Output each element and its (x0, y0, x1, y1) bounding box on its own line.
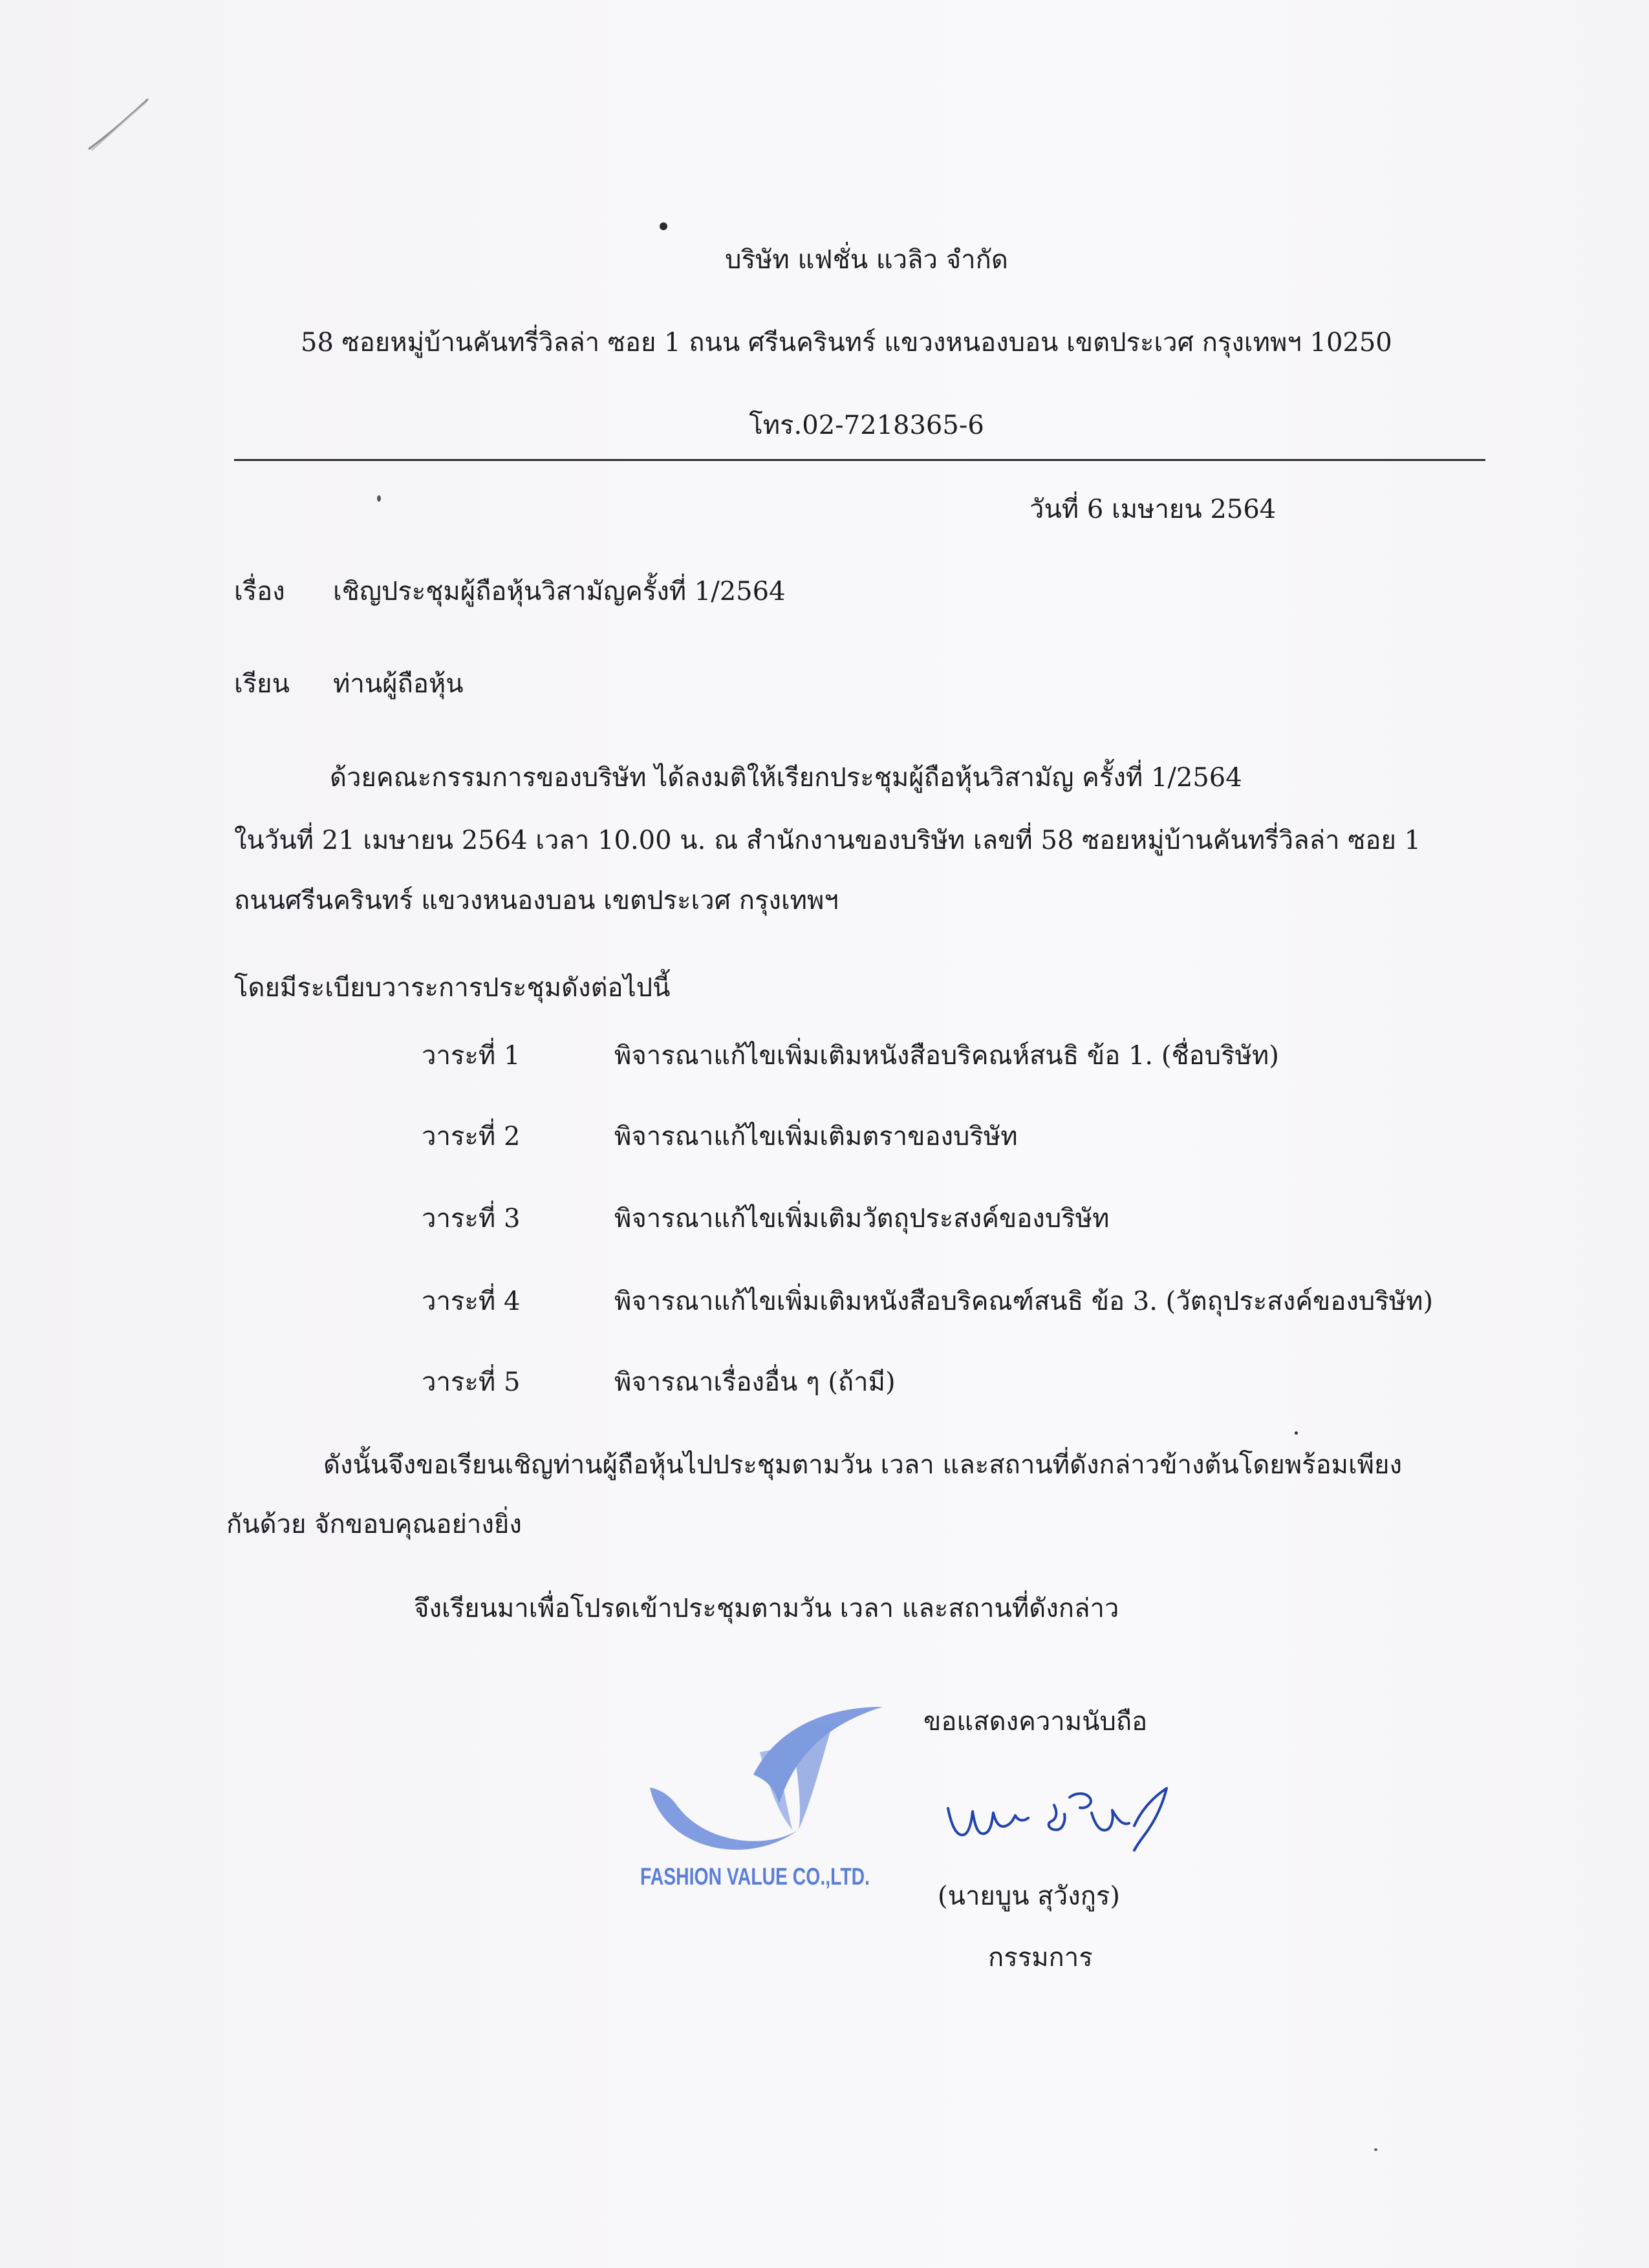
letter-date: วันที่ 6 เมษายน 2564 (1029, 495, 1277, 524)
agenda-item-description: พิจารณาเรื่องอื่น ๆ (ถ้ามี) (614, 1367, 896, 1397)
salutation-label: เรียน (234, 669, 290, 699)
seal-text: FASHION VALUE CO.,LTD. (640, 1863, 870, 1890)
company-address: 58 ซอยหมู่บ้านคันทรี่วิลล่า ซอย 1 ถนน ศรีนครินทร์ แขวงหนองบอน เขตประเวศ กรุงเทพฯ 10250 (301, 328, 1392, 358)
closing-paragraph-line: ดังนั้นจึงขอเรียนเชิญท่านผู้ถือหุ้นไปประชุมตามวัน เวลา และสถานที่ดังกล่าวข้างต้นโดยพร้อมเพียง (323, 1450, 1403, 1480)
complimentary-close: ขอแสดงความนับถือ (923, 1707, 1148, 1737)
body-paragraph-line: ถนนศรีนครินทร์ แขวงหนองบอน เขตประเวศ กรุงเทพฯ (234, 886, 839, 915)
agenda-item-number: วาระที่ 4 (422, 1287, 521, 1316)
ink-speck (660, 222, 667, 230)
subject-label: เรื่อง (234, 577, 285, 606)
company-name: บริษัท แฟชั่น แวลิว จำกัด (725, 245, 1008, 275)
agenda-item-number: วาระที่ 1 (422, 1041, 521, 1071)
salutation-text: ท่านผู้ถือหุ้น (333, 669, 464, 699)
body-paragraph-line: ในวันที่ 21 เมษายน 2564 เวลา 10.00 น. ณ สำนักงานของบริษัท เลขที่ 58 ซอยหมู่บ้านคันทรี่วิลล่า ซอย 1 (234, 826, 1421, 855)
agenda-item-description: พิจารณาแก้ไขเพิ่มเติมวัตถุประสงค์ของบริษัท (614, 1204, 1110, 1234)
handwritten-signature (943, 1773, 1189, 1857)
subject-text: เชิญประชุมผู้ถือหุ้นวิสามัญครั้งที่ 1/2564 (333, 577, 786, 606)
ink-speck (1374, 2148, 1377, 2151)
agenda-item-description: พิจารณาแก้ไขเพิ่มเติมหนังสือบริคณฑ์สนธิ ข้อ 3. (วัตถุประสงค์ของบริษัท) (614, 1287, 1434, 1316)
ink-speck (1295, 1431, 1298, 1435)
company-phone: โทร.02-7218365-6 (749, 411, 984, 440)
agenda-item-number: วาระที่ 5 (422, 1367, 521, 1397)
agenda-item-number: วาระที่ 3 (422, 1204, 521, 1234)
ink-speck (377, 495, 381, 502)
agenda-item-description: พิจารณาแก้ไขเพิ่มเติมหนังสือบริคณห์สนธิ ข้อ 1. (ชื่อบริษัท) (614, 1041, 1279, 1071)
agenda-item-number: วาระที่ 2 (422, 1122, 521, 1151)
letterhead-divider (234, 459, 1485, 461)
pen-stroke-mark (85, 97, 150, 152)
agenda-intro: โดยมีระเบียบวาระการประชุมดังต่อไปนี้ (234, 973, 671, 1003)
body-paragraph-line: ด้วยคณะกรรมการของบริษัท ได้ลงมติให้เรียกประชุมผู้ถือหุ้นวิสามัญ ครั้งที่ 1/2564 (330, 763, 1242, 793)
agenda-item-description: พิจารณาแก้ไขเพิ่มเติมตราของบริษัท (614, 1122, 1018, 1151)
closing-paragraph-line: กันด้วย จักขอบคุณอย่างยิ่ง (226, 1510, 522, 1539)
signer-name: (นายบูน สุวังกูร) (938, 1881, 1121, 1911)
company-seal-logo (637, 1691, 896, 1898)
signer-title: กรรมการ (988, 1943, 1093, 1973)
closing-request-line: จึงเรียนมาเพื่อโปรดเข้าประชุมตามวัน เวลา และสถานที่ดังกล่าว (414, 1594, 1119, 1623)
